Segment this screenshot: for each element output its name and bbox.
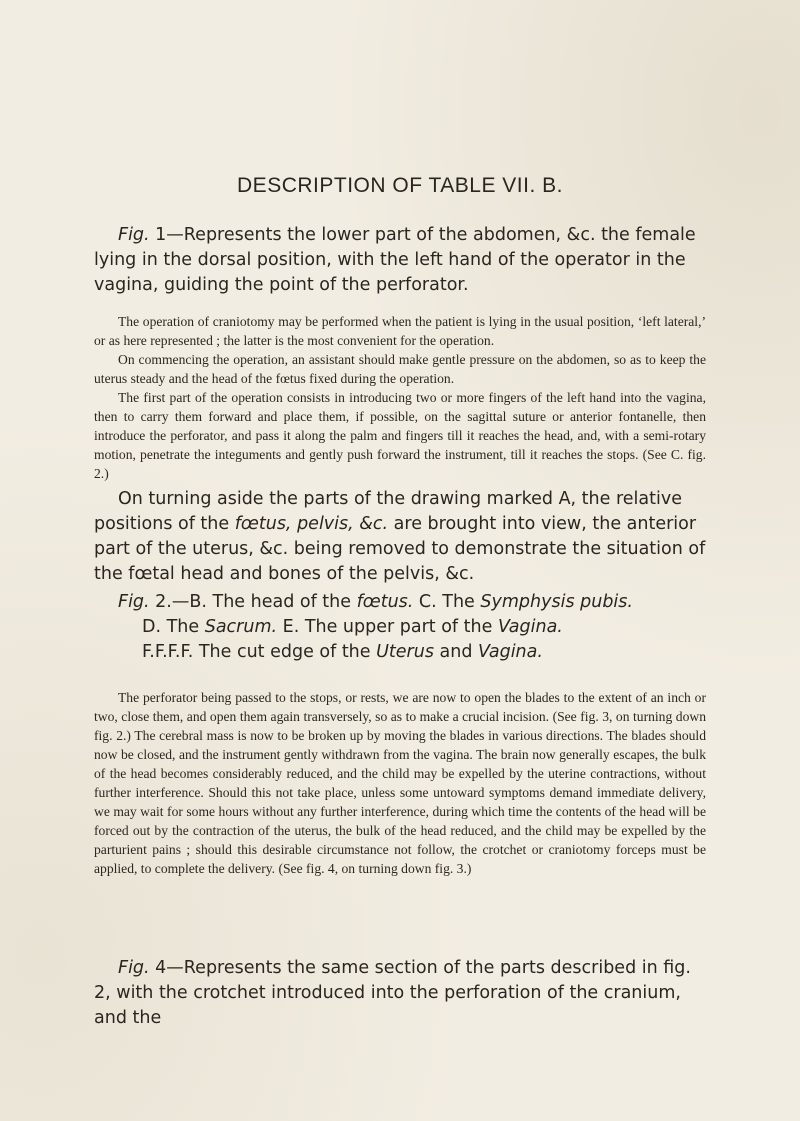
fig4-caption [94,956,706,1031]
turning-text-a: On turning aside the parts of the drawing marked A, the relative positions of the [94,489,682,534]
fig1-caption [94,223,706,298]
fig2-label: Fig. [118,592,150,612]
fig2-text-d: Symphysis pubis. [480,592,633,612]
fig2-text-k: and [433,642,479,662]
fig2-text-b: fœtus. [356,592,414,612]
turning-paragraph [94,487,706,587]
fig4-text: 4—Represents the same section of the parts described in fig. 2, with the crotchet introduced into the perforation of the cranium, and the [94,958,691,1028]
fig2-text-l: Vagina. [478,642,543,662]
fig2-text-h: Vagina. [497,617,563,637]
para1-line-2: On commencing the operation, an assistant should make gentle pressure on the abdomen, so as to keep the uterus steady and the head of the fœtus fixed during the operation. [94,352,706,386]
fig2-text-i: F.F.F.F. The cut edge of the [142,642,377,662]
para1-line-1: The operation of craniotomy may be performed when the patient is lying in the usual position, ‘left lateral,’ or as here represented ; the latter is the most convenient for the operation. [94,314,706,348]
fig2-text-c: C. The [413,592,481,612]
fig2-text-a: 2.—B. The head of the [149,592,357,612]
fig2-text-j: Uterus [376,642,434,662]
turning-text-c: are brought into view, the anterior part of the uterus, &c. being removed to demonstrate the situation of the fœtal head and bones of the pelvis, &c. [94,514,706,584]
page-title: DESCRIPTION OF TABLE VII. B. [237,174,563,197]
fig2-text-f: Sacrum. [204,617,278,637]
fig1-text: 1—Represents the lower part of the abdomen, &c. the female lying in the dorsal position, with the left hand of the operator in the vagina, guiding the point of the perforator. [94,225,696,295]
perforator-paragraph [94,688,706,878]
fig4-label: Fig. [118,958,150,978]
para1-line-3: The first part of the operation consists in introducing two or more fingers of the left hand into the vagina, then to carry them forward and place them, if possible, on the sagittal suture or anterior fontanelle, then introduce the perforator, and pass it along the palm and fingers till it reaches the head, and, with a semi-rotary motion, penetrate the integuments and gently push forward the instrument, till it reaches the stops. (See C. fig. 2.) [94,390,706,481]
fig2-caption [94,590,706,665]
fig1-label: Fig. [118,225,150,245]
operation-paragraph [94,312,706,483]
fig2-text-g: E. The upper part of the [277,617,498,637]
fig2-text-e: D. The [142,617,205,637]
turning-text-b: fœtus, pelvis, &c. [234,514,389,534]
para2: The perforator being passed to the stops, or rests, we are now to open the blades to the extent of an inch or two, close them, and open them again transversely, so as to make a crucial incision. (See fig. 3, on turning down fig. 2.) The cerebral mass is now to be broken up by moving the blades in various directions. The blades should now be closed, and the instrument gently withdrawn from the vagina. The brain now generally escapes, the bulk of the head becomes considerably reduced, and the child may be expelled by the uterine contractions, without further interference. Should this not take place, unless some untoward symptoms demand immediate delivery, we may wait for some hours without any further interference, during which time the contents of the head will be forced out by the contraction of the uterus, the bulk of the head reduced, and the child may be expelled by the parturient pains ; should this desirable circumstance not follow, the crotchet or craniotomy forceps must be applied, to complete the delivery. (See fig. 4, on turning down fig. 3.) [94,690,706,876]
